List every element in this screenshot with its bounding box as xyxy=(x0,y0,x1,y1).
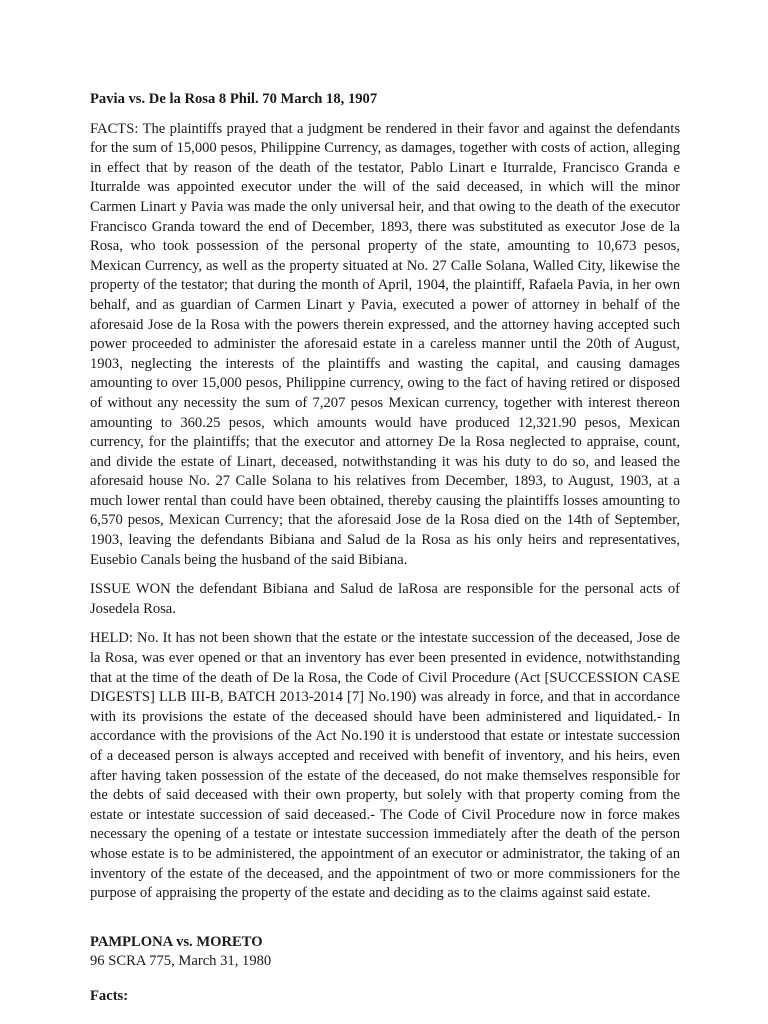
case-title: Pavia vs. De la Rosa 8 Phil. 70 March 18, 1907 xyxy=(90,91,378,107)
issue-paragraph: ISSUE WON the defendant Bibiana and Salud de laRosa are responsible for the personal acts of Josedela Rosa. xyxy=(90,581,680,617)
second-case-title: PAMPLONA vs. MORETO xyxy=(90,933,263,950)
facts-paragraph: FACTS: The plaintiffs prayed that a judgment be rendered in their favor and against the defendants for the sum of 15,000 pesos, Philippine Currency, as damages, together with costs of action, alleging in effect that by reason of the death of the testator, Pablo Linart e Iturralde, Francisco Granda e Iturralde was appointed executor under the will of the said deceased, in which will the minor Carmen Linart y Pavia was made the only universal heir, and that owing to the death of the executor Francisco Granda toward the end of December, 1893, there was substituted as executor Jose de la Rosa, who took possession of the personal property of the state, amounting to 10,673 pesos, Mexican Currency, as well as the property situated at No. 27 Calle Solana, Walled City, likewise the property of the testator; that during the month of April, 1904, the plaintiff, Rafaela Pavia, in her own behalf, and as guardian of Carmen Linart y Pavia, executed a power of attorney in behalf of the aforesaid Jose de la Rosa with the powers therein expressed, and the attorney having accepted such power proceeded to administer the aforesaid estate in a careless manner until the 20th of August, 1903, neglecting the interests of the plaintiffs and wasting the capital, and causing damages amounting to over 15,000 pesos, Philippine currency, owing to the fact of having retired or disposed of without any necessity the sum of 7,207 pesos Mexican currency, together with interest thereon amounting to 360.25 pesos, which amounts would have produced 12,321.90 pesos, Mexican currency, for the plaintiffs; that the executor and attorney De la Rosa neglected to appraise, count, and divide the estate of Linart, deceased, notwithstanding it was his duty to do so, and leased the aforesaid house No. 27 Calle Solana to his relatives from December, 1893, to August, 1903, at a much lower rental than could have been obtained, thereby causing the plaintiffs losses amounting to 6,570 pesos, Mexican Currency; that the aforesaid Jose de la Rosa died on the 14th of September, 1903, leaving the defendants Bibiana and Salud de la Rosa as his only heirs and representatives, Eusebio Canals being the husband of the said Bibiana. xyxy=(90,120,680,568)
held-paragraph: HELD: No. It has not been shown that the estate or the intestate succession of the deceased, Jose de la Rosa, was ever opened or that an inventory has ever been presented in evidence, notwithstanding that at the time of the death of De la Rosa, the Code of Civil Procedure (Act [SUCCESSION CASE DIGESTS] LLB III-B, BATCH 2013-2014 [7] No.190) was already in force, and that in accordance with its provisions the estate of the deceased should have been administered and liquidated.- In accordance with the provisions of the Act No.190 it is understood that estate or intestate succession of a deceased person is always accepted and received with benefit of inventory, and his heirs, even after having taken possession of the estate of the deceased, do not make themselves responsible for the debts of said deceased with their own property, but solely with that property coming from the estate or intestate succession of said deceased.- The Code of Civil Procedure now in force makes necessary the opening of a testate or intestate succession immediately after the death of the person whose estate is to be administered, the appointment of an executor or administrator, the taking of an inventory of the estate of the deceased, and the appointment of two or more commissioners for the purpose of appraising the property of the estate and deciding as to the claims against said estate. xyxy=(90,630,680,902)
section-spacer xyxy=(90,914,680,933)
document-page xyxy=(90,90,680,1007)
second-case-facts-heading: Facts: xyxy=(90,987,129,1004)
second-case-citation: 96 SCRA 775, March 31, 1980 xyxy=(90,953,272,970)
